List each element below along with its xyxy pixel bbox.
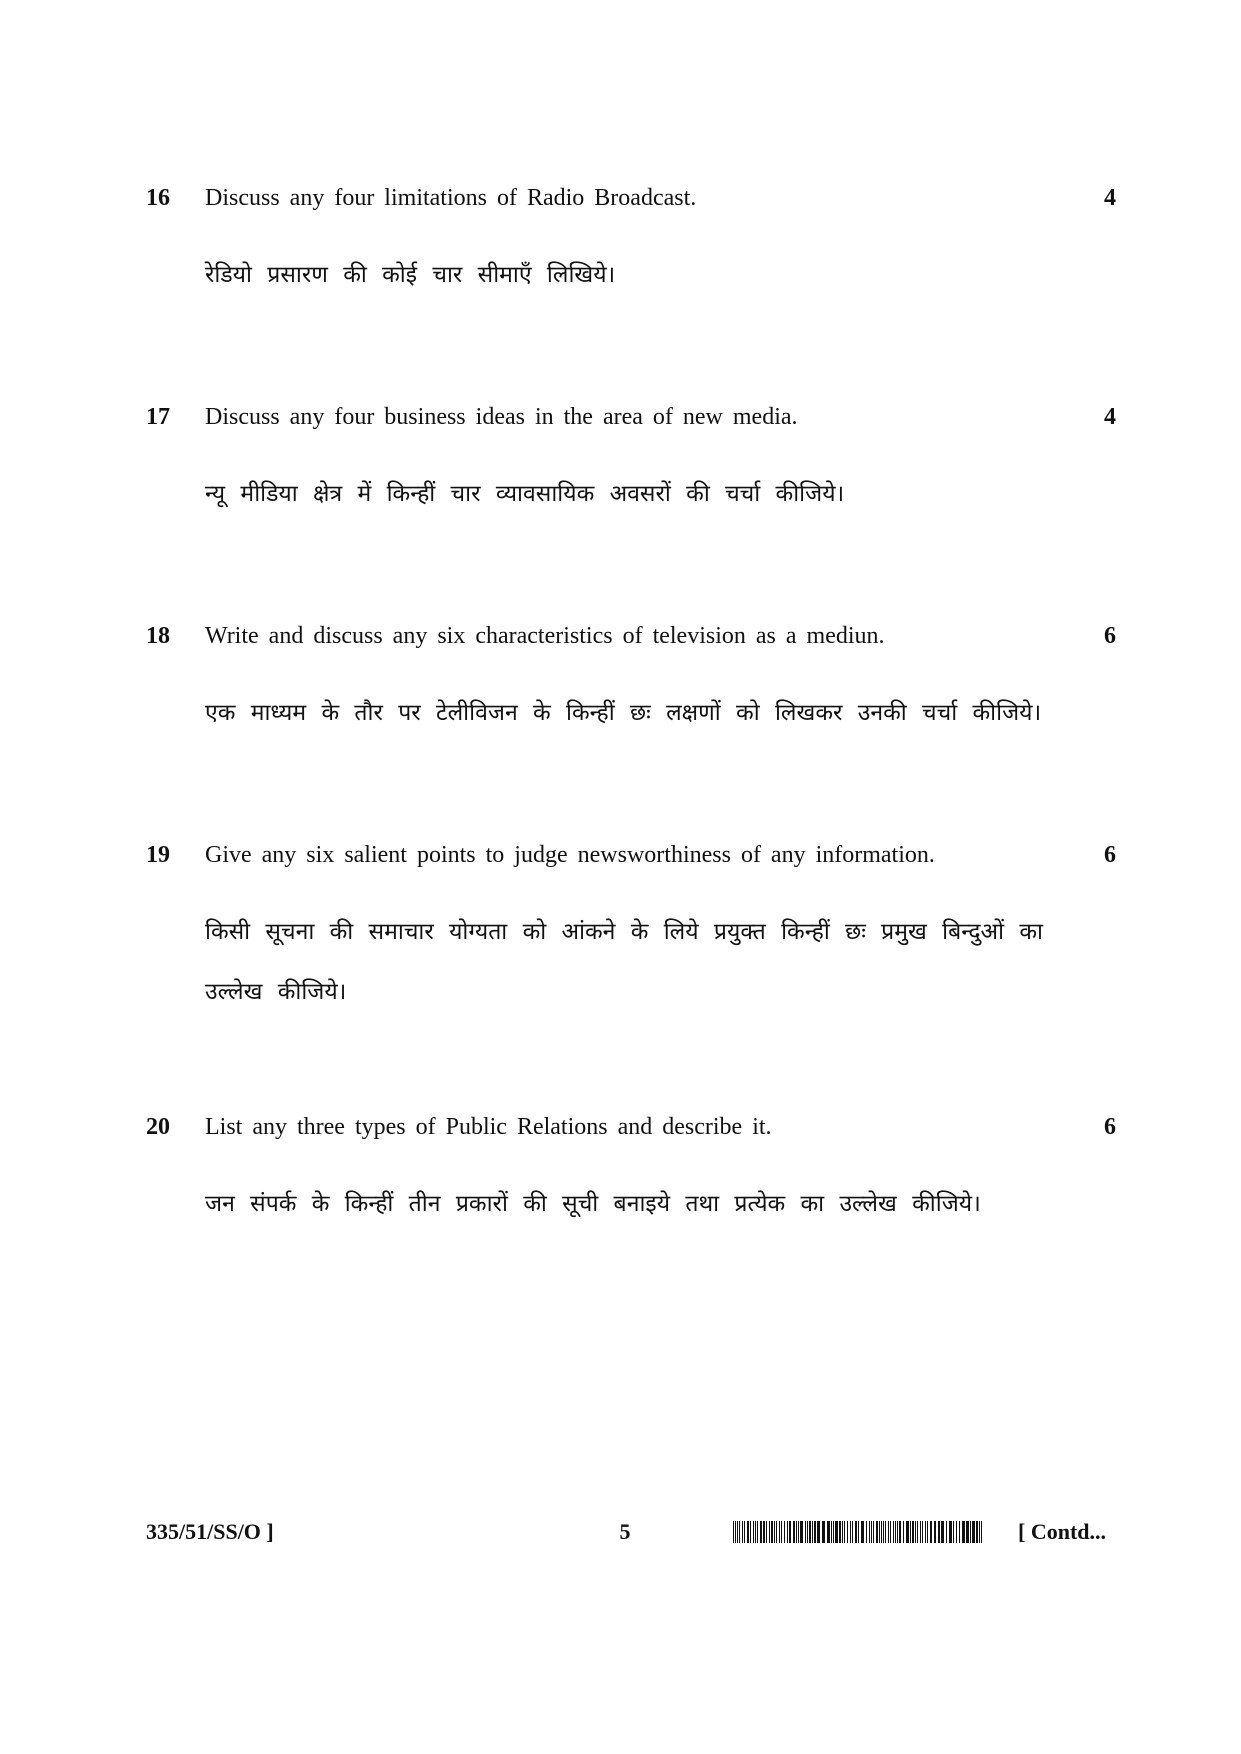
question-text-english: Give any six salient points to judge newsworthiness of any information.: [205, 842, 935, 868]
question-text-english: Discuss any four limitations of Radio Broadcast.: [205, 185, 697, 211]
page-footer: [0, 1517, 1241, 1551]
question-marks: 6: [1104, 623, 1116, 649]
question-number: 20: [146, 1114, 170, 1140]
question-marks: 6: [1104, 1114, 1116, 1140]
paper-code: 335/51/SS/O ]: [146, 1519, 274, 1544]
continued-label: [ Contd...: [1018, 1519, 1107, 1544]
question-marks: 6: [1104, 842, 1116, 868]
question-text-hindi: जन संपर्क के किन्हीं तीन प्रकारों की सूची बनाइये तथा प्रत्येक का उल्लेख कीजिये।: [205, 1191, 981, 1217]
question-number: 19: [146, 842, 170, 868]
question-text-hindi: न्यू मीडिया क्षेत्र में किन्हीं चार व्यावसायिक अवसरों की चर्चा कीजिये।: [205, 481, 845, 507]
question-number: 17: [146, 404, 170, 430]
question-text-hindi: किसी सूचना की समाचार योग्यता को आंकने के लिये प्रयुक्त किन्हीं छः प्रमुख बिन्दुओं का उल्लेख कीजिये।: [205, 919, 1043, 1005]
question-text-english: List any three types of Public Relations and describe it.: [205, 1114, 772, 1140]
question-text-hindi: एक माध्यम के तौर पर टेलीविजन के किन्हीं छः लक्षणों को लिखकर उनकी चर्चा कीजिये।: [205, 700, 1042, 726]
question-marks: 4: [1104, 404, 1116, 430]
question-text-english: Write and discuss any six characteristics of television as a mediun.: [205, 623, 885, 649]
question-number: 16: [146, 185, 170, 211]
page-number: 5: [619, 1519, 631, 1544]
question-text-hindi: रेडियो प्रसारण की कोई चार सीमाएँ लिखिये।: [205, 262, 616, 288]
barcode-icon: [733, 1521, 983, 1543]
question-text-english: Discuss any four business ideas in the area of new media.: [205, 404, 798, 430]
question-marks: 4: [1104, 185, 1116, 211]
question-number: 18: [146, 623, 170, 649]
